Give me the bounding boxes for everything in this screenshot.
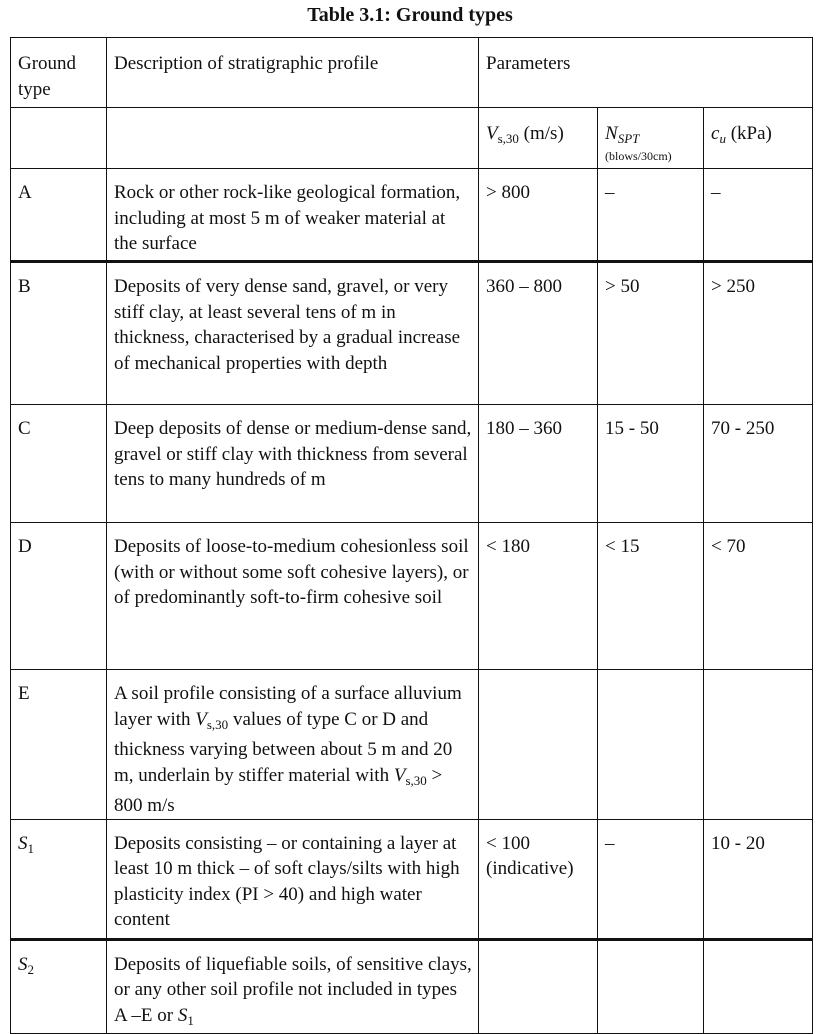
ground-type-cell: C [11, 405, 107, 523]
vs30-cell [479, 939, 598, 1034]
header-ground-type: Ground type [11, 38, 107, 108]
nspt-cell: – [598, 819, 704, 939]
vs30-cell: < 100 (indicative) [479, 819, 598, 939]
vs30-cell: 360 – 800 [479, 262, 598, 405]
cu-cell: > 250 [704, 262, 813, 405]
vs30-cell: < 180 [479, 523, 598, 670]
table-title: Table 3.1: Ground types [307, 4, 513, 26]
ground-type-symbol: S [18, 832, 28, 854]
description-cell [107, 939, 479, 1034]
ground-type-cell: A [11, 169, 107, 262]
ground-type-subscript: 2 [27, 961, 34, 977]
ground-type-symbol: S [18, 953, 28, 975]
subheader-cu [704, 108, 813, 169]
subheader-empty-2 [107, 108, 479, 169]
ground-type-cell: B [11, 262, 107, 405]
description-cell: Rock or other rock-like geological formation, including at most 5 m of weaker material at the surface [107, 169, 479, 262]
cu-cell [704, 670, 813, 820]
description-cell [107, 670, 479, 820]
description-text: > 800 m/s [114, 764, 443, 816]
vs30-symbol: $V_{s,30}$ [393, 764, 427, 788]
subheader-empty-1 [11, 108, 107, 169]
ground-type-cell [11, 819, 107, 939]
cu-cell: 10 - 20 [704, 819, 813, 939]
cu-cell: < 70 [704, 523, 813, 670]
ground-type-subscript: 1 [27, 840, 34, 856]
cu-cell: – [704, 169, 813, 262]
nspt-unit: (blows/30cm) [605, 148, 672, 163]
description-cell: Deep deposits of dense or medium-dense sand, gravel or stiff clay with thickness from several tens to many hundreds of m [107, 405, 479, 523]
cu-cell: 70 - 250 [704, 405, 813, 523]
s1-symbol: $S_1$ [177, 1004, 194, 1028]
cu-cell [704, 939, 813, 1034]
vs30-cell: > 800 [479, 169, 598, 262]
nspt-cell [598, 670, 704, 820]
table-row [11, 262, 813, 405]
subheader-vs30 [479, 108, 598, 169]
cu-symbol: c [711, 123, 720, 144]
header-parameters: Parameters [479, 38, 813, 108]
ground-types-table [10, 37, 813, 1034]
header-row [11, 38, 813, 108]
description-cell: Deposits of loose-to-medium cohesionless soil (with or without some soft cohesive layers), or of predominantly soft-to-firm cohesive soil [107, 523, 479, 670]
vs30-symbol: $V_{s,30}$ [195, 708, 229, 732]
table-row [11, 939, 813, 1034]
nspt-symbol: N [605, 123, 618, 144]
nspt-cell: 15 - 50 [598, 405, 704, 523]
description-text: A soil profile consisting of a surface alluvium layer with [114, 683, 462, 730]
table-row [11, 169, 813, 262]
ground-type-cell [11, 939, 107, 1034]
table-row [11, 670, 813, 820]
description-text: values of type C or D and thickness varying between about 5 m and 20 m, underlain by stiffer material with [114, 708, 453, 786]
cu-subscript: u [719, 131, 726, 146]
nspt-cell: > 50 [598, 262, 704, 405]
ground-type-cell: D [11, 523, 107, 670]
vs30-cell: 180 – 360 [479, 405, 598, 523]
description-cell: Deposits of very dense sand, gravel, or very stiff clay, at least several tens of m in thickness, characterised by a gradual increase of mechanical properties with depth [107, 262, 479, 405]
subheader-nspt [598, 108, 704, 169]
table-row [11, 405, 813, 523]
description-text: Deposits of liquefiable soils, of sensitive clays, or any other soil profile not included in types A –E or [114, 953, 472, 1026]
header-description: Description of stratigraphic profile [107, 38, 479, 108]
nspt-cell: < 15 [598, 523, 704, 670]
table-row [11, 523, 813, 670]
vs-symbol: V [486, 123, 498, 144]
vs30-cell [479, 670, 598, 820]
description-cell: Deposits consisting – or containing a layer at least 10 m thick – of soft clays/silts with high plasticity index (PI > 40) and high water content [107, 819, 479, 939]
nspt-cell [598, 939, 704, 1034]
cu-unit: (kPa) [725, 123, 772, 144]
vs-unit: (m/s) [518, 123, 564, 144]
nspt-cell: – [598, 169, 704, 262]
subheader-row [11, 108, 813, 169]
nspt-subscript: SPT [617, 131, 640, 146]
ground-type-cell: E [11, 670, 107, 820]
vs-subscript: s,30 [497, 131, 519, 146]
table-row [11, 819, 813, 939]
